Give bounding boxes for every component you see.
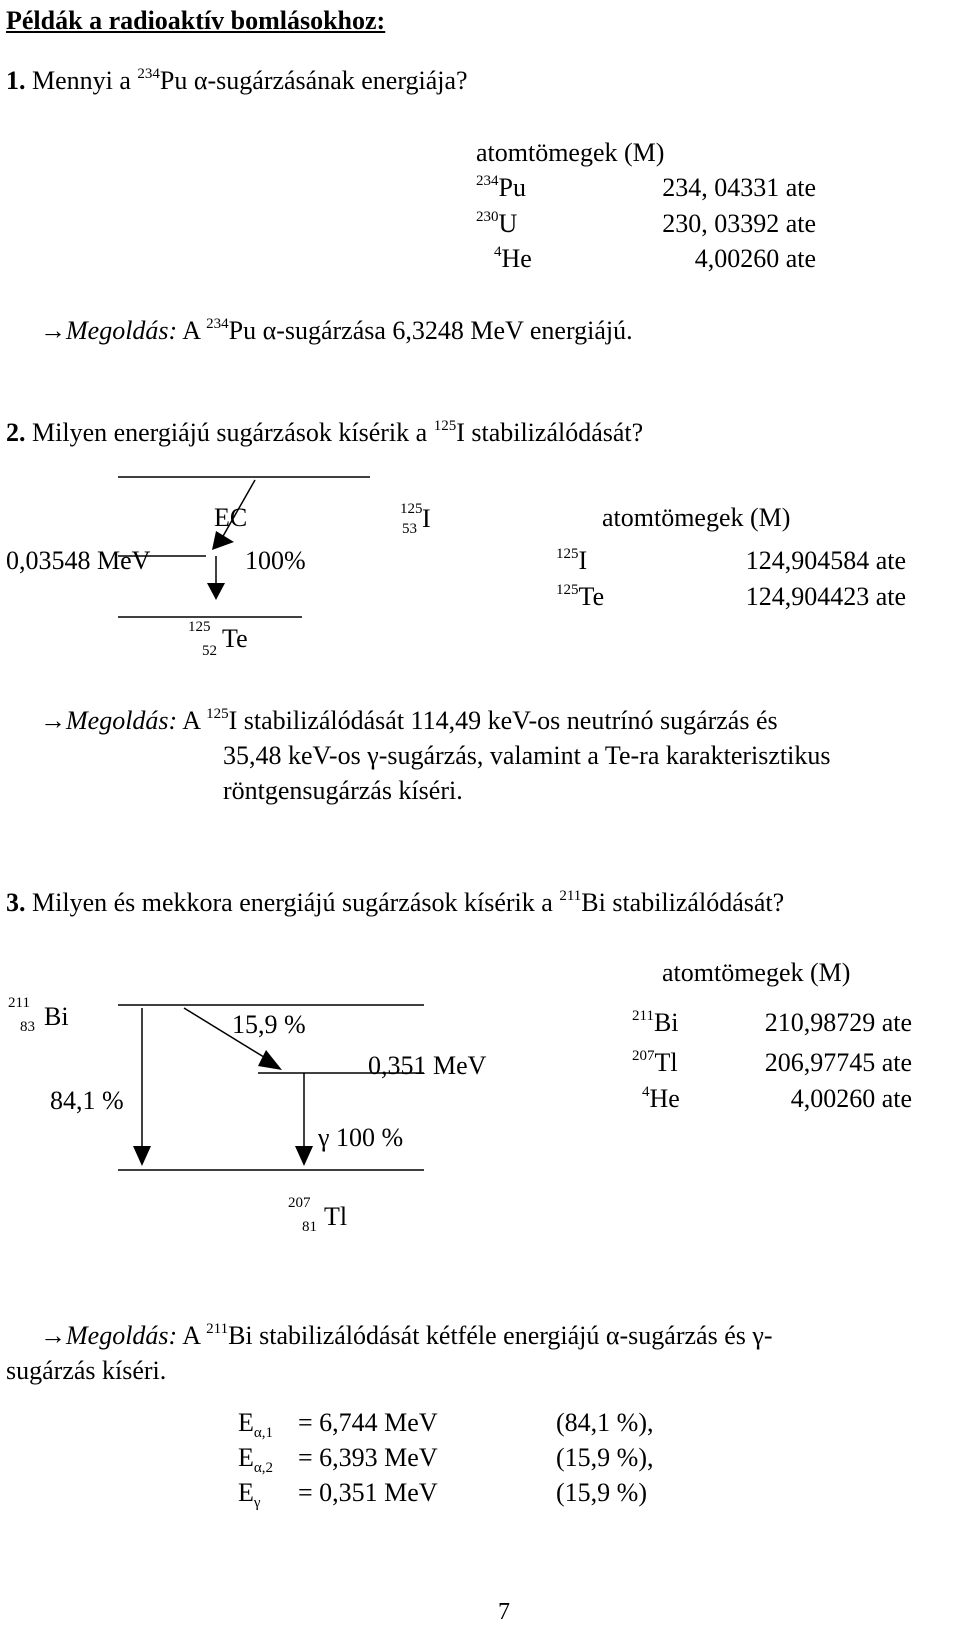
mass-number: 125 (556, 582, 579, 598)
energy-symbol: E (238, 1408, 254, 1437)
mass-number: 4 (642, 1084, 650, 1100)
page-number: 7 (498, 1599, 510, 1625)
question-text: Milyen és mekkora energiájú sugárzások kísérik a (25, 888, 560, 917)
question-text: Pu α-sugárzásának energiája? (159, 66, 468, 95)
solution-text: A (177, 706, 207, 735)
element-symbol: U (498, 209, 518, 238)
mass-number: 207 (288, 1195, 311, 1211)
mass-number: 125 (556, 546, 579, 562)
mass-value: 124,904584 ate (745, 546, 906, 575)
question-number: 2. (6, 418, 26, 447)
solution-label: Megoldás: (66, 316, 178, 345)
mass-number: 211 (559, 888, 582, 904)
mass-number: 207 (632, 1048, 655, 1064)
transition-energy: 0,03548 MeV (6, 546, 151, 575)
mass-value: 4,00260 ate (694, 244, 816, 273)
energy-row (238, 1478, 261, 1511)
energy-value: = 6,744 MeV (298, 1408, 438, 1437)
ec-label: EC (214, 503, 248, 532)
mass-number: 211 (632, 1008, 654, 1024)
mass-number: 125 (206, 706, 229, 722)
alpha1-arrowhead (133, 1146, 151, 1166)
mass-value: 124,904423 ate (745, 582, 906, 611)
mass-row (642, 1086, 680, 1112)
atomic-mass-header: atomtömegek (M) (476, 138, 665, 167)
solution-3 (40, 1323, 773, 1349)
level-energy: 0,351 MeV (368, 1051, 487, 1080)
question-number: 1. (6, 66, 26, 95)
mass-number: 125 (188, 619, 211, 635)
element-symbol: Te (222, 624, 248, 653)
page-title: Példák a radioaktív bomlásokhoz: (6, 6, 386, 35)
mass-value: 4,00260 ate (790, 1084, 912, 1113)
solution-text: A (177, 1321, 207, 1350)
atomic-mass-header: atomtömegek (M) (602, 503, 791, 532)
mass-number: 211 (206, 1321, 229, 1337)
mass-number: 125 (400, 501, 423, 517)
mass-value: 206,97745 ate (764, 1048, 912, 1077)
branch-percent: 15,9 % (232, 1010, 306, 1039)
element-symbol: I (578, 546, 588, 575)
arrow-icon: → (40, 316, 66, 345)
mass-number: 211 (8, 995, 30, 1011)
element-symbol: He (501, 244, 532, 273)
branch-percent: 84,1 % (50, 1086, 124, 1115)
element-symbol: Tl (324, 1202, 348, 1231)
branch-percent: 100% (245, 546, 306, 575)
energy-value: = 6,393 MeV (298, 1443, 438, 1472)
gamma-arrowhead (295, 1146, 313, 1166)
mass-row (632, 1010, 679, 1036)
mass-row (632, 1050, 678, 1076)
solution-label: Megoldás: (66, 1321, 178, 1350)
question-text: I stabilizálódását? (456, 418, 644, 447)
energy-percent: (15,9 %) (556, 1478, 647, 1507)
mass-number: 4 (494, 244, 502, 260)
energy-subscript: α,2 (253, 1460, 273, 1476)
solution-text: I stabilizálódását 114,49 keV-os neutrínó sugárzás és (228, 706, 778, 735)
solution-text: Pu α-sugárzása 6,3248 MeV energiájú. (228, 316, 633, 345)
question-text: Milyen energiájú sugárzások kísérik a (25, 418, 434, 447)
energy-symbol: E (238, 1443, 254, 1472)
atomic-mass-header: atomtömegek (M) (662, 958, 851, 987)
energy-subscript: γ (253, 1495, 261, 1511)
element-symbol: Pu (498, 173, 526, 202)
atomic-number: 83 (20, 1019, 35, 1035)
energy-symbol: E (238, 1478, 254, 1507)
mass-value: 210,98729 ate (764, 1008, 912, 1037)
arrow-icon: → (40, 1321, 66, 1350)
element-symbol: Tl (654, 1048, 678, 1077)
element-symbol: Bi (44, 1002, 69, 1031)
gamma-label: γ 100 % (318, 1123, 404, 1152)
element-symbol: Te (578, 582, 605, 611)
element-symbol: I (422, 504, 431, 533)
energy-value: = 0,351 MeV (298, 1478, 438, 1507)
mass-number: 125 (433, 418, 457, 434)
mass-number: 234 (206, 316, 229, 332)
energy-subscript: α,1 (253, 1425, 273, 1441)
energy-percent: (84,1 %), (556, 1408, 654, 1437)
atomic-number: 81 (302, 1219, 317, 1235)
question-number: 3. (6, 888, 26, 917)
mass-value: 234, 04331 ate (662, 173, 816, 202)
solution-text: röntgensugárzás kíséri. (223, 776, 463, 805)
solution-text: sugárzás kíséri. (6, 1356, 167, 1385)
solution-label: Megoldás: (66, 706, 178, 735)
atomic-number: 53 (402, 521, 417, 537)
energy-percent: (15,9 %), (556, 1443, 654, 1472)
arrow-icon: → (40, 706, 66, 735)
question-text: Bi stabilizálódását? (581, 888, 785, 917)
energy-row (238, 1443, 273, 1476)
element-symbol: Bi (653, 1008, 679, 1037)
atomic-number: 52 (202, 643, 217, 659)
mass-number: 234 (476, 173, 499, 189)
mass-value: 230, 03392 ate (662, 209, 816, 238)
solution-text: Bi stabilizálódását kétféle energiájú α-sugárzás és γ- (228, 1321, 773, 1350)
mass-number: 234 (137, 66, 160, 82)
solution-text: A (177, 316, 207, 345)
question-text: Mennyi a (25, 66, 138, 95)
element-symbol: He (649, 1084, 680, 1113)
mass-number: 230 (476, 209, 499, 225)
solution-text: 35,48 keV-os γ-sugárzás, valamint a Te-ra karakterisztikus (223, 741, 831, 770)
energy-row (238, 1408, 273, 1441)
alpha2-arrowhead (258, 1050, 282, 1070)
